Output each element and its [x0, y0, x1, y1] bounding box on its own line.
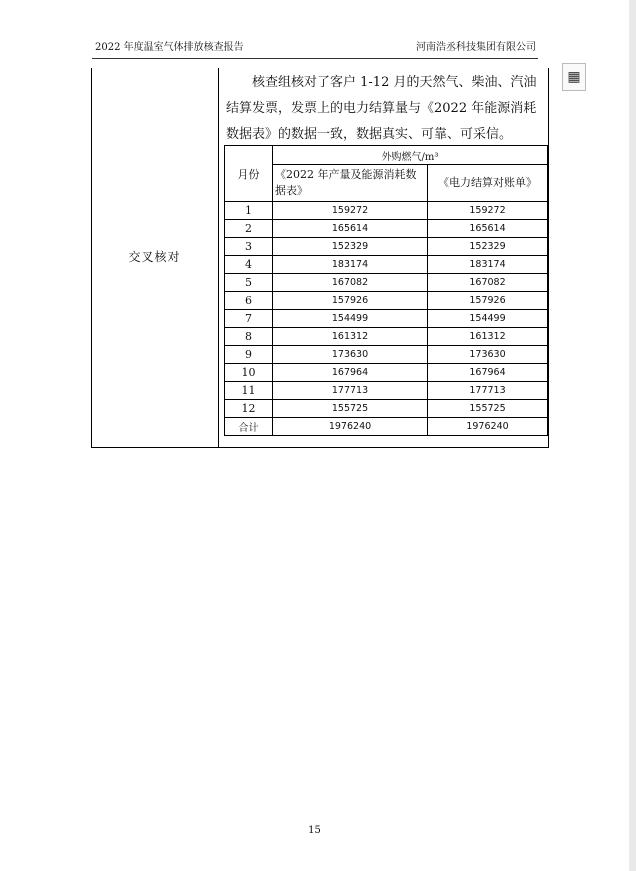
month-cell: 8 [225, 328, 273, 346]
month-cell: 2 [225, 220, 273, 238]
source2-value-cell: 161312 [428, 328, 548, 346]
month-cell: 11 [225, 382, 273, 400]
source1-value-cell: 155725 [273, 400, 428, 418]
month-cell: 4 [225, 256, 273, 274]
table-row [225, 220, 548, 238]
month-cell: 10 [225, 364, 273, 382]
month-cell: 3 [225, 238, 273, 256]
table-row [225, 364, 548, 382]
month-cell: 12 [225, 400, 273, 418]
source1-column-header: 《2022 年产量及能源消耗数据表》 [273, 165, 428, 202]
month-cell: 5 [225, 274, 273, 292]
month-column-header: 月份 [225, 146, 273, 202]
source1-value-cell: 177713 [273, 382, 428, 400]
total-source2-cell: 1976240 [428, 418, 548, 436]
total-row [225, 418, 548, 436]
source2-value-cell: 155725 [428, 400, 548, 418]
source1-value-cell: 165614 [273, 220, 428, 238]
table-icon[interactable]: ▦ [562, 63, 586, 91]
paragraph-text: 核查组核对了客户 1-12 月的天然气、柴油、汽油结算发票，发票上的电力结算量与《2022 年能源消耗数据表》的数据一致，数据真实、可靠、可采信。 [226, 75, 537, 142]
table-subheader-row [225, 165, 548, 202]
table-row [225, 382, 548, 400]
source1-value-cell: 157926 [273, 292, 428, 310]
source2-value-cell: 165614 [428, 220, 548, 238]
source2-value-cell: 167964 [428, 364, 548, 382]
group-header: 外购燃气/m³ [273, 146, 548, 165]
page-number: 15 [308, 825, 321, 836]
header-divider [92, 58, 538, 59]
table-row [225, 310, 548, 328]
source1-value-cell: 161312 [273, 328, 428, 346]
table-header-row [225, 146, 548, 165]
source2-value-cell: 173630 [428, 346, 548, 364]
total-source1-cell: 1976240 [273, 418, 428, 436]
source2-value-cell: 167082 [428, 274, 548, 292]
source2-value-cell: 177713 [428, 382, 548, 400]
source1-value-cell: 159272 [273, 202, 428, 220]
table-row [225, 346, 548, 364]
source1-value-cell: 173630 [273, 346, 428, 364]
source2-value-cell: 183174 [428, 256, 548, 274]
source1-value-cell: 167082 [273, 274, 428, 292]
table-row [225, 256, 548, 274]
gas-consumption-table [224, 145, 548, 436]
section-label: 交叉核对 [128, 250, 181, 264]
source2-value-cell: 157926 [428, 292, 548, 310]
source2-value-cell: 159272 [428, 202, 548, 220]
header-company-name: 河南浩丞科技集团有限公司 [416, 42, 536, 53]
total-label: 合计 [225, 418, 273, 436]
source1-value-cell: 167964 [273, 364, 428, 382]
source1-value-cell: 152329 [273, 238, 428, 256]
table-row [225, 238, 548, 256]
table-row [225, 328, 548, 346]
source2-value-cell: 154499 [428, 310, 548, 328]
month-cell: 6 [225, 292, 273, 310]
month-cell: 9 [225, 346, 273, 364]
verification-paragraph [226, 70, 544, 148]
month-cell: 7 [225, 310, 273, 328]
month-cell: 1 [225, 202, 273, 220]
header-report-title: 2022 年度温室气体排放核查报告 [95, 42, 244, 53]
column-divider [218, 68, 219, 448]
source2-value-cell: 152329 [428, 238, 548, 256]
source2-column-header: 《电力结算对账单》 [428, 165, 548, 202]
source1-value-cell: 154499 [273, 310, 428, 328]
table-row [225, 292, 548, 310]
table-row [225, 400, 548, 418]
table-row [225, 274, 548, 292]
source1-value-cell: 183174 [273, 256, 428, 274]
table-row [225, 202, 548, 220]
